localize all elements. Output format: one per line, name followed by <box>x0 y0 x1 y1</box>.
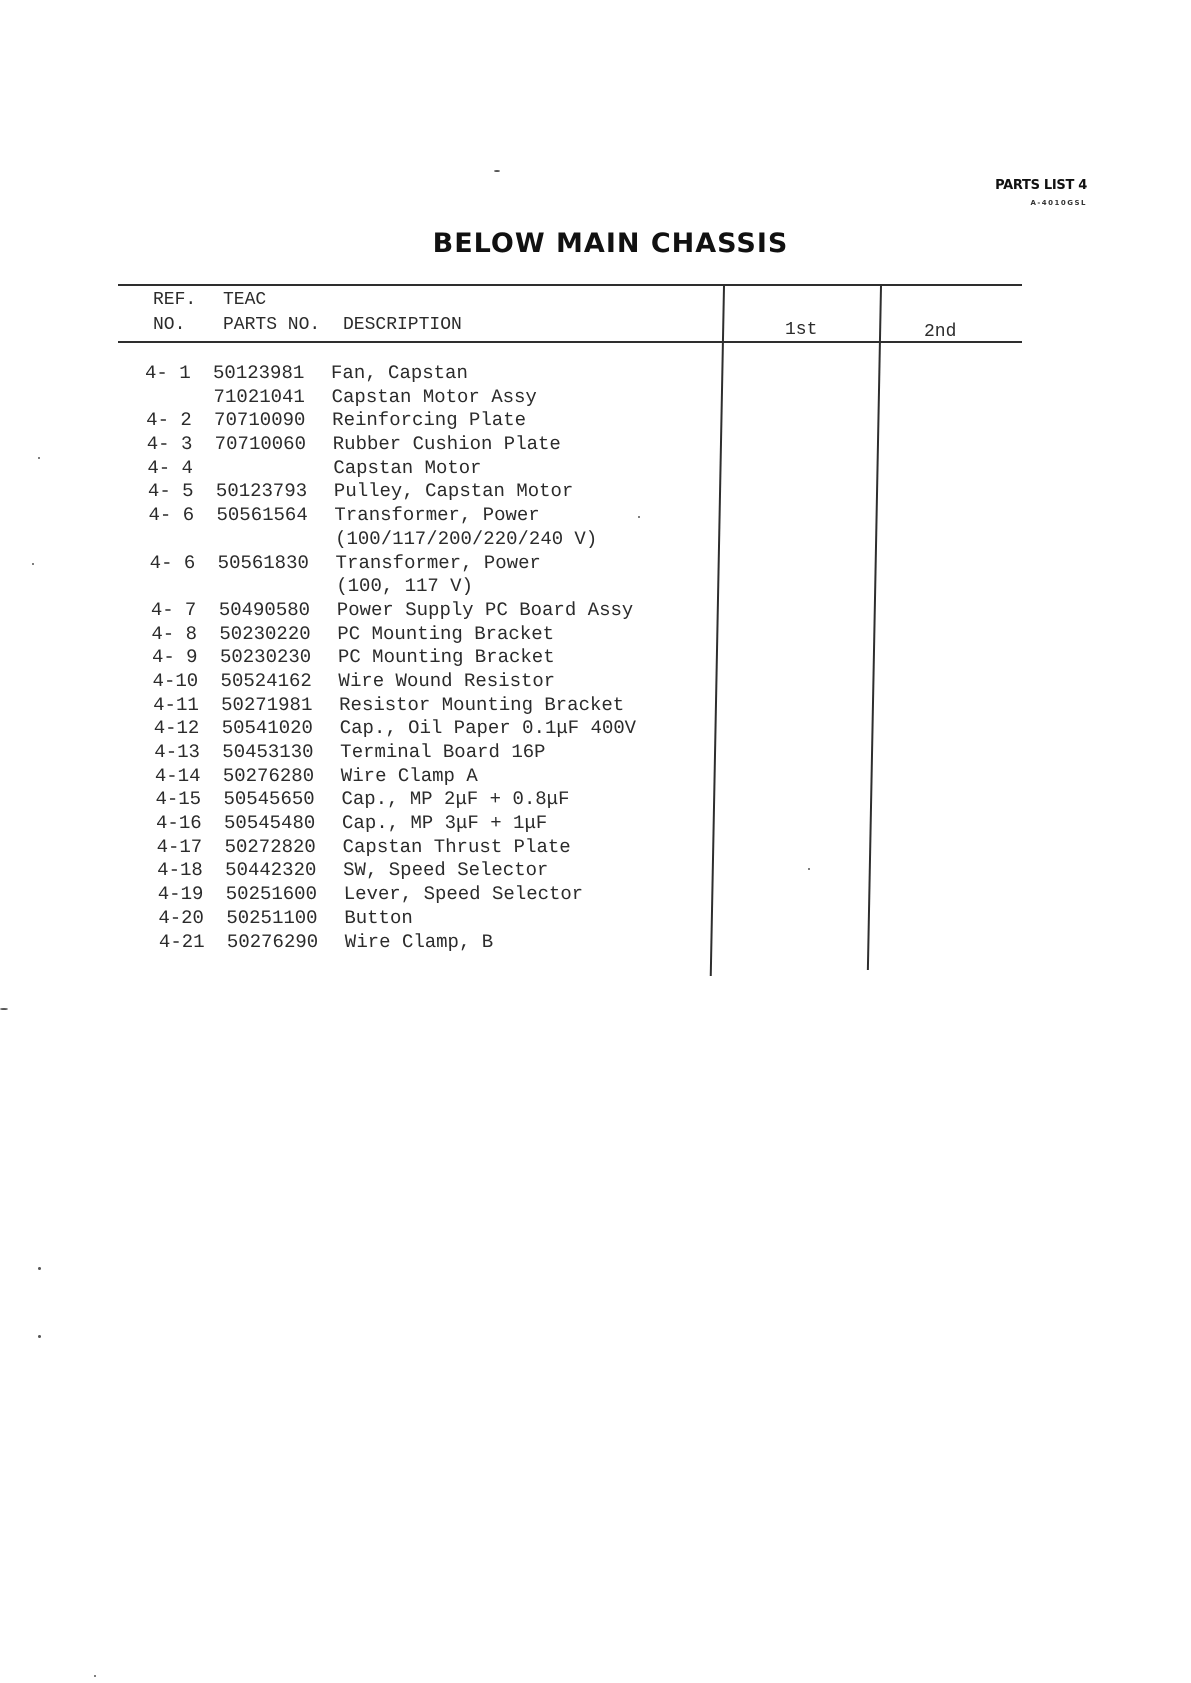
header-parts-no: PARTS NO. <box>223 315 321 335</box>
ref-no: 4- 9 <box>151 646 198 669</box>
ref-no: 4-19 <box>157 883 204 906</box>
table-row <box>141 694 702 718</box>
table-row <box>136 480 697 504</box>
parts-list <box>133 362 707 954</box>
part-description: Resistor Mounting Bracket <box>338 693 625 716</box>
ref-no: 4- 7 <box>150 598 197 621</box>
header-first-column: 1st <box>785 320 818 340</box>
part-description: Capstan Thrust Plate <box>342 835 571 858</box>
ref-no: 4-20 <box>158 906 205 929</box>
scan-speck <box>38 457 40 459</box>
header-description: DESCRIPTION <box>343 315 462 335</box>
part-number: 70710060 <box>214 433 307 456</box>
ref-no: 4-13 <box>154 741 201 763</box>
table-row <box>137 528 698 552</box>
column-divider-1 <box>710 286 725 976</box>
column-divider-2 <box>867 286 882 970</box>
table-row <box>134 409 695 433</box>
ref-no: 4- 2 <box>145 409 193 432</box>
table-row <box>143 765 704 789</box>
part-number: 71021041 <box>213 385 306 408</box>
table-row <box>135 457 696 481</box>
ref-no: 4-21 <box>158 930 205 953</box>
header-ref-line2: NO. <box>153 315 186 335</box>
table-row <box>133 362 694 386</box>
table-row <box>146 907 707 931</box>
part-number: 50545480 <box>223 812 316 835</box>
document-id <box>995 178 1087 207</box>
table-row <box>140 670 701 694</box>
part-description: Pulley, Capstan Motor <box>333 480 574 503</box>
ref-no: 4- 4 <box>147 456 194 479</box>
table-row <box>145 859 706 883</box>
ref-no: 4-14 <box>154 764 201 787</box>
header-top-rule <box>118 284 1022 286</box>
header-bottom-rule <box>118 341 1022 343</box>
table-row <box>142 741 703 765</box>
page-title: BELOW MAIN CHASSIS <box>432 228 789 259</box>
ref-no: 4-12 <box>153 717 200 740</box>
part-description: Cap., Oil Paper 0.1μF 400V <box>339 717 637 740</box>
scan-speck <box>38 1267 41 1270</box>
part-number: 50251600 <box>225 883 318 906</box>
scan-speck <box>94 1675 96 1677</box>
part-description: SW, Speed Selector <box>342 859 549 882</box>
table-row <box>144 836 705 860</box>
ref-no: 4- 1 <box>144 362 191 384</box>
part-description: (100, 117 V) <box>335 575 474 598</box>
table-row <box>140 646 701 670</box>
table-row <box>143 788 704 812</box>
table-row <box>139 599 700 623</box>
table-row <box>141 717 702 741</box>
part-description: Capstan Motor <box>333 456 482 479</box>
part-number: 50230220 <box>219 622 311 645</box>
part-description: Fan, Capstan <box>330 362 469 384</box>
part-number: 50453130 <box>222 741 314 763</box>
scan-speck <box>0 1008 8 1010</box>
part-number: 50276280 <box>222 764 315 787</box>
table-row <box>147 931 708 955</box>
part-description: Reinforcing Plate <box>331 409 527 432</box>
part-number: 50524162 <box>220 669 313 692</box>
table-row <box>145 883 706 907</box>
ref-no: 4- 8 <box>151 622 198 645</box>
parts-list-number: PARTS LIST 4 <box>995 178 1087 193</box>
ref-no: 4-15 <box>155 788 202 811</box>
part-description: Wire Clamp, B <box>344 930 494 953</box>
ref-no: 4-11 <box>152 693 200 716</box>
scan-speck <box>32 563 34 565</box>
part-description: Transformer, Power <box>335 551 542 574</box>
part-number: 50541020 <box>221 717 314 740</box>
part-number: 50442320 <box>224 859 317 882</box>
document-code: A-4010GSL <box>1030 199 1087 207</box>
part-number: 50271981 <box>220 693 313 716</box>
table-row <box>137 552 698 576</box>
part-number: 50123981 <box>212 362 305 384</box>
part-number: 50561830 <box>217 551 310 574</box>
part-description: PC Mounting Bracket <box>337 646 555 669</box>
header-ref-line1: REF. <box>153 290 197 310</box>
part-number: 50276290 <box>226 930 319 953</box>
header-second-column: 2nd <box>924 322 957 342</box>
part-description: Cap., MP 3μF + 1μF <box>341 812 548 835</box>
part-description: PC Mounting Bracket <box>337 622 555 645</box>
ref-no: 4-16 <box>155 812 202 835</box>
part-description: Terminal Board 16P <box>340 741 546 763</box>
scan-speck <box>38 1335 41 1338</box>
part-number: 50561564 <box>216 504 308 527</box>
header-teac: TEAC <box>223 290 267 310</box>
ref-no: 4- 6 <box>148 504 195 527</box>
part-number: 70710090 <box>213 409 306 432</box>
part-description: Button <box>344 906 414 929</box>
table-row <box>135 433 696 457</box>
table-row <box>136 504 697 528</box>
ref-no: 4- 3 <box>146 433 193 456</box>
table-row <box>144 812 705 836</box>
part-description: Rubber Cushion Plate <box>332 433 562 456</box>
part-number: 50230230 <box>219 646 312 669</box>
part-description: Power Supply PC Board Assy <box>336 598 634 621</box>
part-description: Transformer, Power <box>334 504 541 527</box>
part-number: 50490580 <box>218 598 311 621</box>
ref-no: 4- 6 <box>149 551 196 574</box>
part-description: Wire Wound Resistor <box>338 669 556 692</box>
part-description: Cap., MP 2μF + 0.8μF <box>341 788 570 811</box>
ref-no: 4-17 <box>156 835 203 858</box>
part-description: Capstan Motor Assy <box>331 385 538 408</box>
part-description: (100/117/200/220/240 V) <box>334 527 598 550</box>
part-number: 50272820 <box>224 835 317 858</box>
part-number: 50123793 <box>215 480 308 503</box>
scan-speck <box>638 516 640 518</box>
table-row <box>139 623 700 647</box>
ref-no: 4- 5 <box>147 480 194 503</box>
ref-no: 4-18 <box>156 859 204 882</box>
part-description: Lever, Speed Selector <box>343 883 584 906</box>
ref-no: 4-10 <box>152 669 199 692</box>
table-row <box>133 386 694 410</box>
scan-speck <box>494 170 500 172</box>
part-description: Wire Clamp A <box>340 764 478 787</box>
scan-speck <box>808 868 810 870</box>
table-row <box>138 575 699 599</box>
part-number: 50545650 <box>223 788 315 811</box>
part-number: 50251100 <box>226 906 318 929</box>
